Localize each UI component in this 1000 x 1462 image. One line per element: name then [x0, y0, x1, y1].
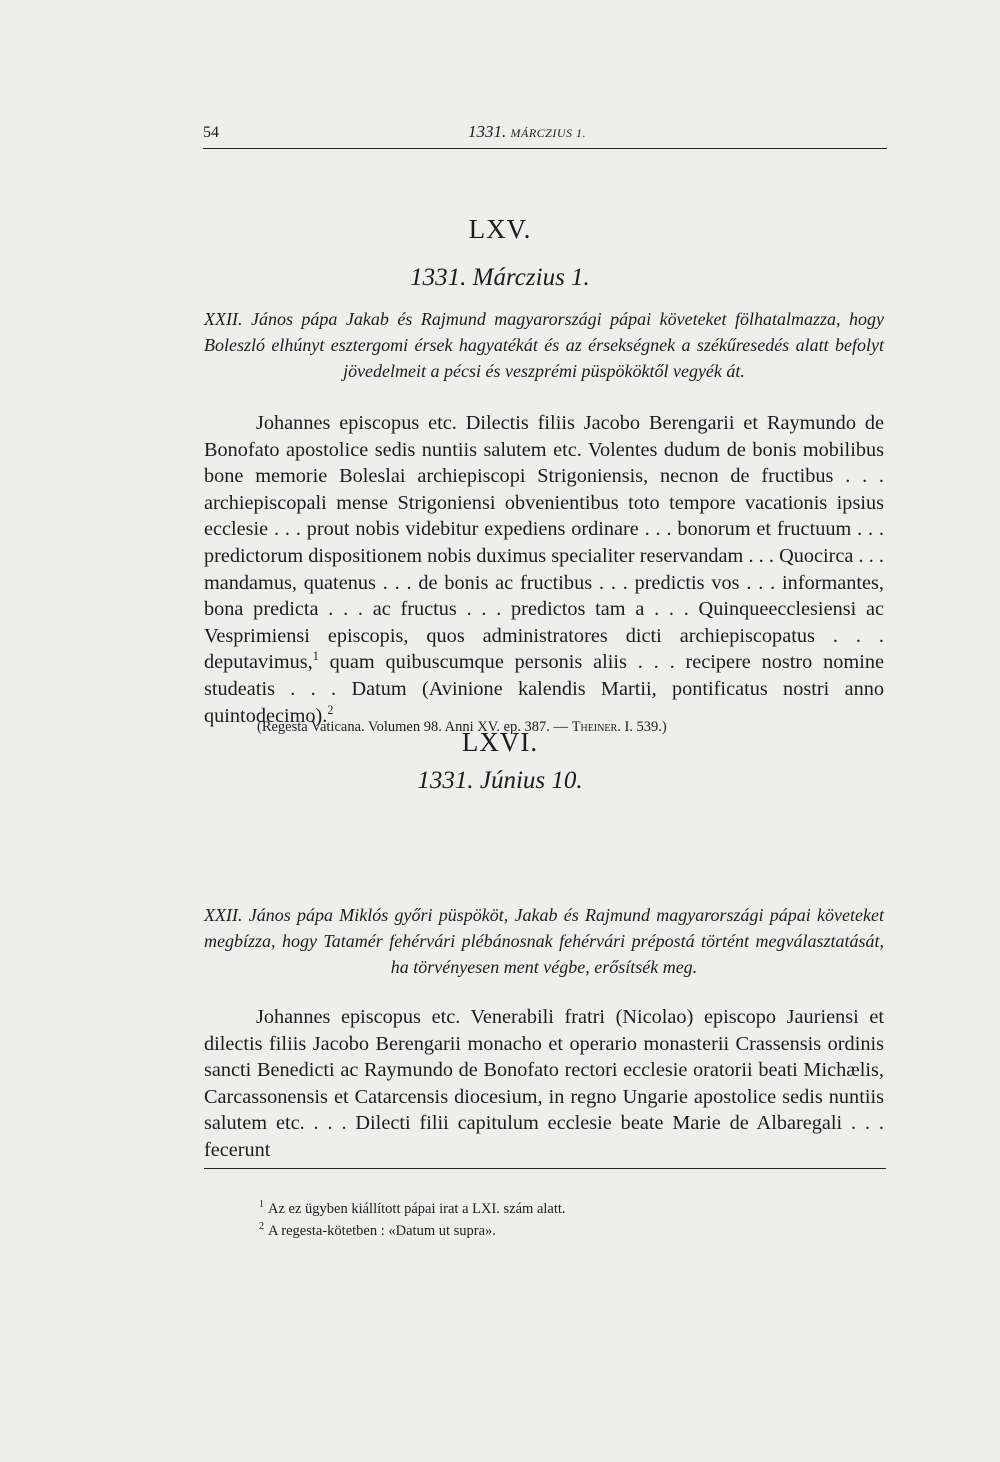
document-date: 1331. Márczius 1. — [410, 264, 590, 291]
footnote-text: Az ez ügyben kiállított pápai irat a LXI. szám alatt. — [268, 1200, 566, 1217]
document-text-part: quam quibuscumque personis aliis . . . recipere nostro nomine studeatis . . . Datum (Avinione kalendis Martii, pontificatus nostri anno quintodecimo). — [204, 651, 884, 727]
document-date: 1331. Június 10. — [417, 767, 583, 794]
footnote-divider — [204, 1168, 886, 1169]
source-author: Theiner — [571, 719, 618, 735]
footnote-reference: 2 — [327, 702, 334, 717]
footnote-marker: 1 — [259, 1199, 264, 1210]
running-title — [468, 122, 586, 142]
document-text-part: Johannes episcopus etc. Dilectis filiis Jacobo Berengarii et Raymundo de Bonofato apostolice sedis nuntiis salutem etc. Volentes dudum de bonis mobilibus bone memorie Boleslai archiepiscopi Strigoniensis, necnon de fructibus . . . archiepiscopali mense Strigoniensi obvenientibus toto tempore vacationis ipsius ecclesie . . . prout nobis videbitur expediens ordinare . . . bonorum et fructuum . . . predictorum dispositionem nobis duximus specialiter reservandam . . . Quocirca . . . mandamus, quatenus . . . de bonis ac fructibus . . . predictis vos . . . informantes, bona predicta . . . ac fructus . . . predictos tam a . . . Quinqueecclesiensi ac Vesprimiensi episcopis, quos administratores dicti archiepiscopatus . . . deputavimus, — [204, 412, 884, 674]
source-citation: (Regesta Vaticana. Volumen 98. Anni XV. ep. 387. — Theiner. I. 539.) — [257, 719, 667, 735]
footnote-text: A regesta-kötetben : «Datum ut supra». — [268, 1222, 496, 1239]
document-number: LXVI. — [461, 727, 539, 757]
document-regest: XXII. János pápa Miklós győri püspököt, Jakab és Rajmund magyarországi pápai követeket megbízza, hogy Tatamér fehérvári plébánosnak fehérvári prépostá történt megválasztatását, ha törvényesen ment végbe, erősítsék meg. — [204, 905, 884, 977]
footnote — [259, 1199, 566, 1218]
running-title-month: MÁRCZIUS 1. — [510, 126, 586, 140]
footnote-reference: 1 — [312, 649, 319, 664]
footnote-marker: 2 — [259, 1221, 264, 1232]
document-regest: XXII. János pápa Jakab és Rajmund magyarországi pápai követeket fölhatalmazza, hogy Boleszló elhúnyt esztergomi érsek hagyatékát és az érsekségnek a székűresedés alatt befolyt jövedelmeit a pécsi és veszprémi püspököktől vegyék át. — [204, 309, 884, 381]
document-number: LXV. — [468, 214, 532, 244]
page-number: 54 — [203, 124, 219, 141]
document-text: Johannes episcopus etc. Venerabili fratri (Nicolao) episcopo Jauriensi et dilectis filiis Jacobo Berengarii monacho et operario monasterii Crassensis ordinis sancti Benedicti ac Raymundo de Bonofato rectori ecclesie oratorii beati Michælis, Carcassonensis et Catarcensis diocesium, in regno Ungarie apostolice sedis nuntiis salutem etc. . . . Dilecti filii capitulum ecclesie beate Marie de Albaregali . . . fecerunt — [204, 1006, 884, 1161]
running-title-year: 1331. — [468, 122, 507, 141]
running-head — [203, 122, 887, 149]
footnote — [259, 1221, 496, 1240]
document-text — [204, 410, 884, 729]
